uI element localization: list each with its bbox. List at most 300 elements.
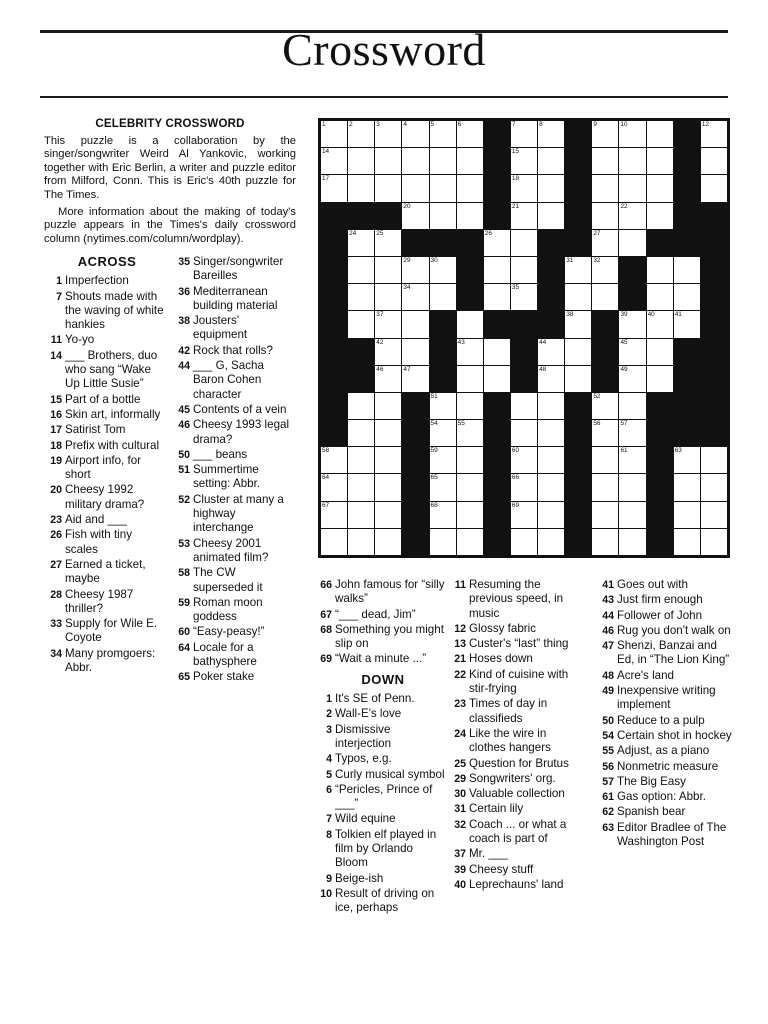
- grid-cell[interactable]: [592, 529, 618, 555]
- grid-cell[interactable]: [674, 502, 700, 528]
- grid-cell[interactable]: [511, 529, 537, 555]
- clue-number: 3: [326, 723, 332, 736]
- grid-cell[interactable]: [321, 474, 347, 500]
- grid-cell[interactable]: [457, 203, 483, 229]
- clue-item[interactable]: [452, 787, 580, 801]
- grid-cell[interactable]: [457, 393, 483, 419]
- grid-cell[interactable]: [348, 393, 374, 419]
- clue-number: 1: [56, 275, 62, 288]
- clue-list: [452, 578, 580, 892]
- grid-cell[interactable]: [511, 257, 537, 283]
- grid-cell[interactable]: [402, 366, 428, 392]
- clue-item[interactable]: [318, 707, 448, 721]
- grid-cell[interactable]: [592, 203, 618, 229]
- grid-cell[interactable]: [619, 502, 645, 528]
- grid-cell[interactable]: [484, 284, 510, 310]
- clue-item[interactable]: [452, 847, 580, 861]
- grid-cell[interactable]: [647, 257, 673, 283]
- clue-item[interactable]: [318, 783, 448, 812]
- clue-text: Locale for a bathysphere: [193, 640, 257, 669]
- grid-cell-block: [484, 420, 510, 446]
- clue-number: 22: [454, 668, 466, 681]
- grid-cell[interactable]: [375, 529, 401, 555]
- grid-cell[interactable]: [457, 529, 483, 555]
- grid-cell-block: [674, 366, 700, 392]
- clue-item[interactable]: [318, 812, 448, 826]
- grid-cell[interactable]: [348, 121, 374, 147]
- grid-cell[interactable]: [321, 121, 347, 147]
- grid-cell[interactable]: [484, 339, 510, 365]
- grid-cell[interactable]: [457, 366, 483, 392]
- grid-cell-block: [321, 257, 347, 283]
- grid-cell[interactable]: [701, 121, 727, 147]
- grid-cell[interactable]: [701, 148, 727, 174]
- clue-item[interactable]: [600, 578, 732, 592]
- crossword-grid[interactable]: [318, 118, 730, 558]
- clue-item[interactable]: [176, 537, 296, 566]
- grid-cell[interactable]: [457, 121, 483, 147]
- grid-cell-number: 12: [701, 121, 709, 128]
- grid-cell-block: [701, 257, 727, 283]
- clue-number: 40: [454, 878, 466, 891]
- clue-item[interactable]: [176, 670, 296, 684]
- grid-cell-number: 35: [511, 284, 520, 292]
- grid-cell[interactable]: [375, 230, 401, 256]
- grid-cell[interactable]: [511, 148, 537, 174]
- grid-cell-number: 55: [457, 420, 465, 428]
- grid-cell[interactable]: [647, 366, 673, 392]
- clue-item[interactable]: [176, 285, 296, 314]
- grid-cell[interactable]: [321, 502, 347, 528]
- grid-cell-number: 10: [620, 121, 628, 128]
- grid-cell[interactable]: [592, 148, 618, 174]
- grid-cell[interactable]: [538, 175, 564, 201]
- grid-cell[interactable]: [430, 203, 456, 229]
- clue-item[interactable]: [452, 637, 580, 651]
- grid-cell[interactable]: [647, 339, 673, 365]
- clue-text: Singer/songwriter Bareilles: [193, 255, 284, 283]
- grid-cell[interactable]: [619, 311, 645, 337]
- grid-cell[interactable]: [647, 175, 673, 201]
- grid-cell[interactable]: [538, 203, 564, 229]
- grid-cell[interactable]: [701, 474, 727, 500]
- clue-text: Airport info, for short: [65, 453, 142, 482]
- grid-cell[interactable]: [538, 474, 564, 500]
- grid-cell[interactable]: [375, 502, 401, 528]
- clue-text: Just firm enough: [617, 593, 703, 607]
- grid-cell[interactable]: [538, 393, 564, 419]
- clue-item[interactable]: [48, 528, 166, 557]
- grid-cell[interactable]: [430, 529, 456, 555]
- clue-item[interactable]: [48, 274, 166, 288]
- clue-item[interactable]: [452, 652, 580, 666]
- grid-cell-block: [348, 366, 374, 392]
- grid-cell[interactable]: [430, 257, 456, 283]
- grid-cell[interactable]: [375, 447, 401, 473]
- grid-cell[interactable]: [674, 311, 700, 337]
- grid-cell-number: 46: [376, 365, 384, 373]
- grid-cell[interactable]: [511, 393, 537, 419]
- grid-cell-block: [674, 203, 700, 229]
- clue-item[interactable]: [452, 818, 580, 847]
- clue-number: 42: [178, 344, 190, 357]
- grid-cell[interactable]: [592, 474, 618, 500]
- clue-item[interactable]: [600, 729, 732, 743]
- grid-cell-block: [321, 230, 347, 256]
- grid-cell[interactable]: [321, 148, 347, 174]
- grid-cell-block: [402, 474, 428, 500]
- clue-item[interactable]: [452, 757, 580, 771]
- clue-item[interactable]: [452, 727, 580, 756]
- grid-cell[interactable]: [348, 447, 374, 473]
- grid-cell-block: [402, 420, 428, 446]
- grid-cell[interactable]: [375, 284, 401, 310]
- clue-item[interactable]: [600, 744, 732, 758]
- grid-cell[interactable]: [647, 203, 673, 229]
- grid-cell[interactable]: [538, 502, 564, 528]
- clue-item[interactable]: [176, 641, 296, 670]
- grid-cell[interactable]: [701, 502, 727, 528]
- grid-cell[interactable]: [619, 529, 645, 555]
- grid-cell-number: 60: [511, 447, 520, 455]
- clue-item[interactable]: [48, 349, 166, 392]
- grid-cell[interactable]: [565, 257, 591, 283]
- grid-cell[interactable]: [592, 502, 618, 528]
- clue-item[interactable]: [176, 625, 296, 639]
- grid-cell[interactable]: [348, 175, 374, 201]
- grid-cell[interactable]: [375, 420, 401, 446]
- clue-item[interactable]: [176, 493, 296, 536]
- grid-cell[interactable]: [321, 175, 347, 201]
- clue-item[interactable]: [600, 609, 732, 623]
- grid-cell[interactable]: [647, 284, 673, 310]
- clue-list: [176, 255, 296, 685]
- grid-cell[interactable]: [375, 175, 401, 201]
- grid-cell-block: [321, 366, 347, 392]
- grid-cell[interactable]: [674, 529, 700, 555]
- clue-text: ___ Brothers, duo who sang “Wake Up Little Susie”: [65, 348, 158, 391]
- grid-cell[interactable]: [619, 230, 645, 256]
- clue-item[interactable]: [452, 802, 580, 816]
- grid-cell[interactable]: [592, 447, 618, 473]
- clue-item[interactable]: [318, 608, 448, 622]
- intro-heading: CELEBRITY CROSSWORD: [95, 118, 245, 130]
- grid-cell[interactable]: [430, 175, 456, 201]
- grid-cell[interactable]: [619, 121, 645, 147]
- clue-item[interactable]: [48, 439, 166, 453]
- grid-cell[interactable]: [565, 311, 591, 337]
- grid-cell[interactable]: [484, 230, 510, 256]
- grid-cell[interactable]: [375, 339, 401, 365]
- clue-number: 32: [454, 818, 466, 831]
- clue-item[interactable]: [48, 393, 166, 407]
- grid-cell[interactable]: [538, 121, 564, 147]
- clue-item[interactable]: [452, 697, 580, 726]
- clue-item[interactable]: [176, 255, 296, 284]
- clue-item[interactable]: [600, 714, 732, 728]
- grid-cell[interactable]: [592, 393, 618, 419]
- grid-cell-block: [430, 230, 456, 256]
- grid-cell[interactable]: [511, 474, 537, 500]
- clue-number: 45: [178, 403, 190, 416]
- clue-item[interactable]: [600, 624, 732, 638]
- grid-cell[interactable]: [592, 230, 618, 256]
- grid-cell-block: [457, 257, 483, 283]
- grid-cell[interactable]: [430, 148, 456, 174]
- clue-item[interactable]: [600, 639, 732, 668]
- clue-number: 69: [320, 653, 332, 666]
- grid-cell[interactable]: [674, 257, 700, 283]
- grid-cell-block: [565, 148, 591, 174]
- grid-cell[interactable]: [511, 420, 537, 446]
- grid-cell[interactable]: [375, 257, 401, 283]
- grid-cell-block: [484, 311, 510, 337]
- grid-cell[interactable]: [538, 420, 564, 446]
- grid-cell-block: [565, 121, 591, 147]
- grid-cell[interactable]: [511, 203, 537, 229]
- clue-text: Gas option: Abbr.: [617, 790, 706, 804]
- grid-cell[interactable]: [619, 447, 645, 473]
- grid-cell[interactable]: [402, 339, 428, 365]
- clue-item[interactable]: [600, 790, 732, 804]
- grid-cell-block: [647, 420, 673, 446]
- clue-item[interactable]: [48, 588, 166, 617]
- grid-cell[interactable]: [619, 203, 645, 229]
- grid-cell[interactable]: [348, 257, 374, 283]
- grid-cell[interactable]: [511, 121, 537, 147]
- clue-item[interactable]: [48, 290, 166, 333]
- clue-number: 23: [454, 698, 466, 711]
- grid-cell[interactable]: [565, 339, 591, 365]
- grid-cell[interactable]: [457, 502, 483, 528]
- grid-cell[interactable]: [321, 529, 347, 555]
- grid-cell[interactable]: [402, 257, 428, 283]
- grid-cell-number: 58: [322, 447, 330, 455]
- clue-item[interactable]: [176, 344, 296, 358]
- grid-cell[interactable]: [701, 447, 727, 473]
- grid-cell[interactable]: [619, 339, 645, 365]
- grid-cell[interactable]: [619, 474, 645, 500]
- grid-cell[interactable]: [647, 121, 673, 147]
- grid-cell[interactable]: [619, 420, 645, 446]
- clue-item[interactable]: [48, 454, 166, 483]
- clue-item[interactable]: [176, 463, 296, 492]
- masthead: [40, 22, 728, 78]
- grid-cell[interactable]: [538, 529, 564, 555]
- grid-cell[interactable]: [375, 121, 401, 147]
- grid-cell[interactable]: [348, 230, 374, 256]
- grid-cell[interactable]: [348, 311, 374, 337]
- grid-cell[interactable]: [348, 420, 374, 446]
- grid-cell[interactable]: [674, 447, 700, 473]
- clue-item[interactable]: [48, 408, 166, 422]
- clue-item[interactable]: [600, 821, 732, 850]
- clue-item[interactable]: [176, 418, 296, 447]
- grid-cell-number: 61: [620, 447, 628, 455]
- grid-cell[interactable]: [402, 175, 428, 201]
- grid-cell[interactable]: [538, 447, 564, 473]
- clue-item[interactable]: [176, 403, 296, 417]
- grid-cell[interactable]: [402, 284, 428, 310]
- clue-item[interactable]: [318, 752, 448, 766]
- grid-cell[interactable]: [402, 121, 428, 147]
- clue-text: Cheesy 2001 animated film?: [193, 536, 269, 564]
- grid-cell[interactable]: [457, 339, 483, 365]
- grid-cell[interactable]: [619, 175, 645, 201]
- clue-item[interactable]: [176, 359, 296, 402]
- grid-cell[interactable]: [538, 366, 564, 392]
- clue-item[interactable]: [48, 423, 166, 437]
- clue-item[interactable]: [48, 647, 166, 676]
- grid-cell[interactable]: [430, 284, 456, 310]
- clue-number: 64: [178, 641, 190, 654]
- clue-text: Mr. ___: [469, 847, 508, 861]
- grid-cell[interactable]: [511, 284, 537, 310]
- grid-cell[interactable]: [647, 311, 673, 337]
- clue-item[interactable]: [600, 775, 732, 789]
- grid-cell[interactable]: [348, 502, 374, 528]
- grid-cell[interactable]: [647, 148, 673, 174]
- grid-cell[interactable]: [457, 420, 483, 446]
- grid-cell-number: 42: [376, 338, 384, 346]
- grid-cell-number: 59: [430, 447, 438, 455]
- grid-cell-block: [511, 311, 537, 337]
- grid-cell[interactable]: [348, 474, 374, 500]
- grid-cell[interactable]: [457, 175, 483, 201]
- grid-cell[interactable]: [592, 175, 618, 201]
- grid-cell[interactable]: [430, 121, 456, 147]
- grid-cell[interactable]: [484, 257, 510, 283]
- grid-cell[interactable]: [457, 474, 483, 500]
- grid-cell[interactable]: [430, 447, 456, 473]
- grid-cell[interactable]: [348, 529, 374, 555]
- grid-cell[interactable]: [511, 175, 537, 201]
- grid-cell[interactable]: [457, 148, 483, 174]
- grid-cell-number: 3: [376, 121, 380, 128]
- clue-item[interactable]: [176, 314, 296, 343]
- clue-text: Goes out with: [617, 578, 688, 591]
- clue-item[interactable]: [318, 768, 448, 782]
- grid-cell[interactable]: [375, 366, 401, 392]
- clue-item[interactable]: [318, 828, 448, 871]
- clue-item[interactable]: [318, 723, 448, 752]
- clue-item[interactable]: [48, 617, 166, 646]
- grid-cell-number: 65: [430, 474, 438, 482]
- grid-cell-block: [538, 284, 564, 310]
- grid-cell-block: [701, 366, 727, 392]
- grid-cell[interactable]: [674, 474, 700, 500]
- clue-item[interactable]: [176, 596, 296, 625]
- grid-cell[interactable]: [402, 311, 428, 337]
- clue-item[interactable]: [452, 878, 580, 892]
- grid-cell-block: [647, 529, 673, 555]
- grid-cell[interactable]: [565, 284, 591, 310]
- bottom-rule: [40, 96, 728, 98]
- grid-cell[interactable]: [402, 148, 428, 174]
- grid-cell[interactable]: [592, 420, 618, 446]
- clue-item[interactable]: [452, 863, 580, 877]
- grid-cell[interactable]: [430, 502, 456, 528]
- grid-cell-block: [375, 203, 401, 229]
- clue-list: [600, 578, 732, 849]
- grid-cell[interactable]: [592, 121, 618, 147]
- grid-cell[interactable]: [375, 311, 401, 337]
- clue-item[interactable]: [318, 872, 448, 886]
- clue-item[interactable]: [600, 669, 732, 683]
- grid-cell[interactable]: [430, 474, 456, 500]
- clue-text: Rock that rolls?: [193, 343, 273, 357]
- clue-item[interactable]: [452, 772, 580, 786]
- grid-cell[interactable]: [402, 203, 428, 229]
- clue-text: “Wait a minute ...”: [335, 652, 427, 666]
- clue-item[interactable]: [48, 513, 166, 527]
- clue-item[interactable]: [48, 483, 166, 512]
- grid-cell[interactable]: [619, 366, 645, 392]
- grid-cell[interactable]: [592, 284, 618, 310]
- clue-item[interactable]: [318, 692, 448, 706]
- grid-cell[interactable]: [375, 393, 401, 419]
- grid-cell[interactable]: [674, 284, 700, 310]
- grid-cell[interactable]: [701, 529, 727, 555]
- clue-item[interactable]: [452, 622, 580, 636]
- clue-text: Wild equine: [335, 812, 396, 826]
- grid-cell[interactable]: [619, 393, 645, 419]
- grid-cell[interactable]: [538, 339, 564, 365]
- grid-cell[interactable]: [348, 148, 374, 174]
- grid-cell-block: [592, 339, 618, 365]
- grid-cell[interactable]: [511, 502, 537, 528]
- grid-cell[interactable]: [511, 447, 537, 473]
- grid-cell[interactable]: [565, 366, 591, 392]
- grid-cell[interactable]: [457, 311, 483, 337]
- grid-cell[interactable]: [511, 230, 537, 256]
- clue-item[interactable]: [176, 448, 296, 462]
- clue-item[interactable]: [318, 887, 448, 916]
- clue-text: ___ beans: [193, 447, 248, 461]
- intro-block: [44, 118, 296, 246]
- grid-cell[interactable]: [538, 148, 564, 174]
- clue-text: Certain lily: [469, 802, 524, 816]
- grid-cell[interactable]: [430, 393, 456, 419]
- grid-cell[interactable]: [484, 366, 510, 392]
- grid-cell-block: [402, 529, 428, 555]
- grid-cell-number: 54: [430, 420, 438, 428]
- clue-item[interactable]: [48, 333, 166, 347]
- clue-item[interactable]: [600, 805, 732, 819]
- grid-cell[interactable]: [375, 474, 401, 500]
- grid-cell[interactable]: [619, 148, 645, 174]
- clue-item[interactable]: [452, 668, 580, 697]
- clue-item[interactable]: [176, 566, 296, 595]
- clue-item[interactable]: [318, 578, 448, 607]
- grid-cell[interactable]: [375, 148, 401, 174]
- clue-item[interactable]: [600, 684, 732, 713]
- clue-item[interactable]: [48, 558, 166, 587]
- grid-cell[interactable]: [592, 257, 618, 283]
- grid-cell[interactable]: [348, 284, 374, 310]
- grid-cell[interactable]: [701, 175, 727, 201]
- grid-cell[interactable]: [430, 420, 456, 446]
- grid-cell[interactable]: [321, 447, 347, 473]
- clue-item[interactable]: [318, 652, 448, 666]
- clue-item[interactable]: [452, 578, 580, 621]
- clue-item[interactable]: [318, 623, 448, 652]
- clue-item[interactable]: [600, 760, 732, 774]
- grid-cell[interactable]: [457, 447, 483, 473]
- grid-cell-block: [701, 230, 727, 256]
- grid-cell-block: [511, 366, 537, 392]
- clue-item[interactable]: [600, 593, 732, 607]
